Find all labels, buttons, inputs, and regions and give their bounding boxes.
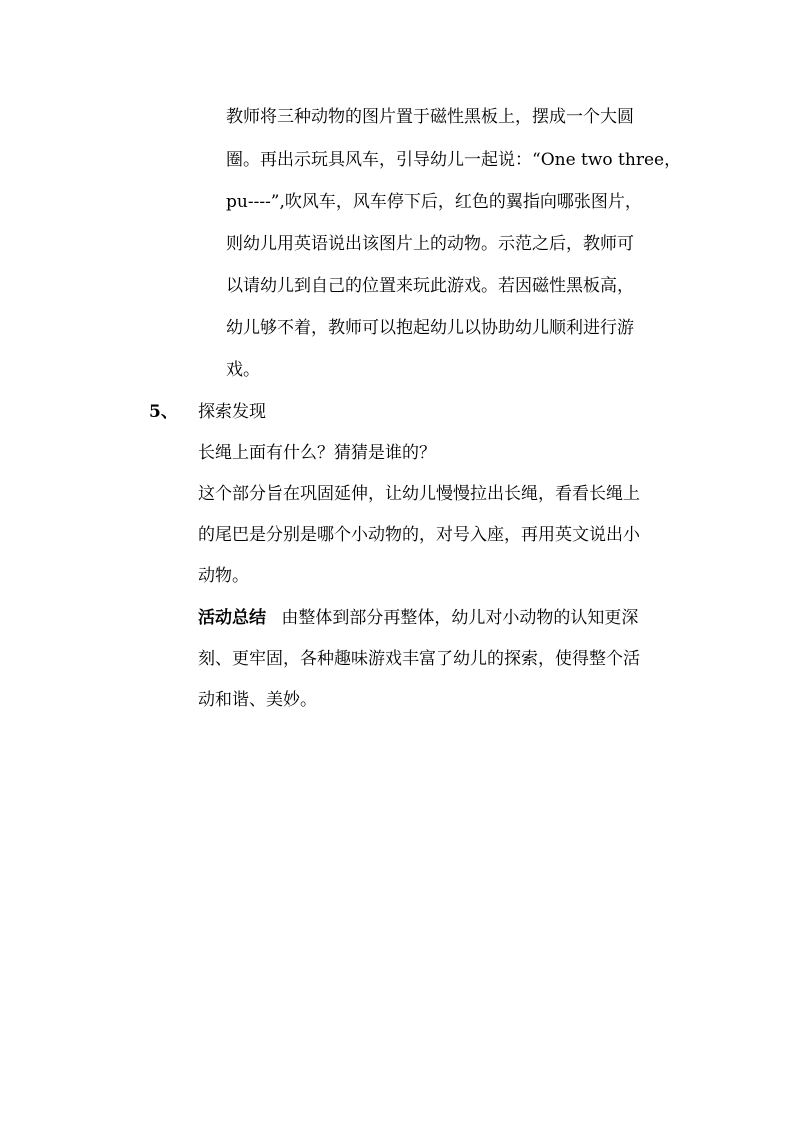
section-line: 这个部分旨在巩固延伸，让幼儿慢慢拉出长绳，看看长绳上 [198, 484, 640, 504]
summary-first-line [198, 606, 638, 630]
summary-line: 刻、更牢固，各种趣味游戏丰富了幼儿的探索，使得整个活 [198, 649, 640, 669]
section-number: 5、 [149, 402, 178, 422]
section-line: 动物。 [198, 566, 249, 586]
paragraph-line: pu----”,吹风车，风车停下后，红色的翼指向哪张图片， [226, 192, 642, 212]
paragraph-line: 教师将三种动物的图片置于磁性黑板上，摆成一个大圆 [226, 107, 634, 127]
paragraph-line: 则幼儿用英语说出该图片上的动物。示范之后，教师可 [226, 234, 634, 254]
paragraph-line: 幼儿够不着，教师可以抱起幼儿以协助幼儿顺利进行游 [226, 318, 634, 338]
summary-text: 由整体到部分再整体，幼儿对小动物的认知更深 [281, 608, 639, 628]
summary-label: 活动总结 [198, 608, 266, 628]
paragraph-line: 圈。再出示玩具风车，引导幼儿一起说：“One two three， [226, 150, 682, 170]
paragraph-line: 以请幼儿到自己的位置来玩此游戏。若因磁性黑板高， [226, 276, 634, 296]
section-question: 长绳上面有什么？猜猜是谁的？ [198, 443, 436, 463]
paragraph-line: 戏。 [226, 360, 260, 380]
section-line: 的尾巴是分别是哪个小动物的，对号入座，再用英文说出小 [198, 525, 640, 545]
section-title: 探索发现 [198, 402, 266, 422]
summary-line: 动和谐、美妙。 [198, 690, 317, 710]
